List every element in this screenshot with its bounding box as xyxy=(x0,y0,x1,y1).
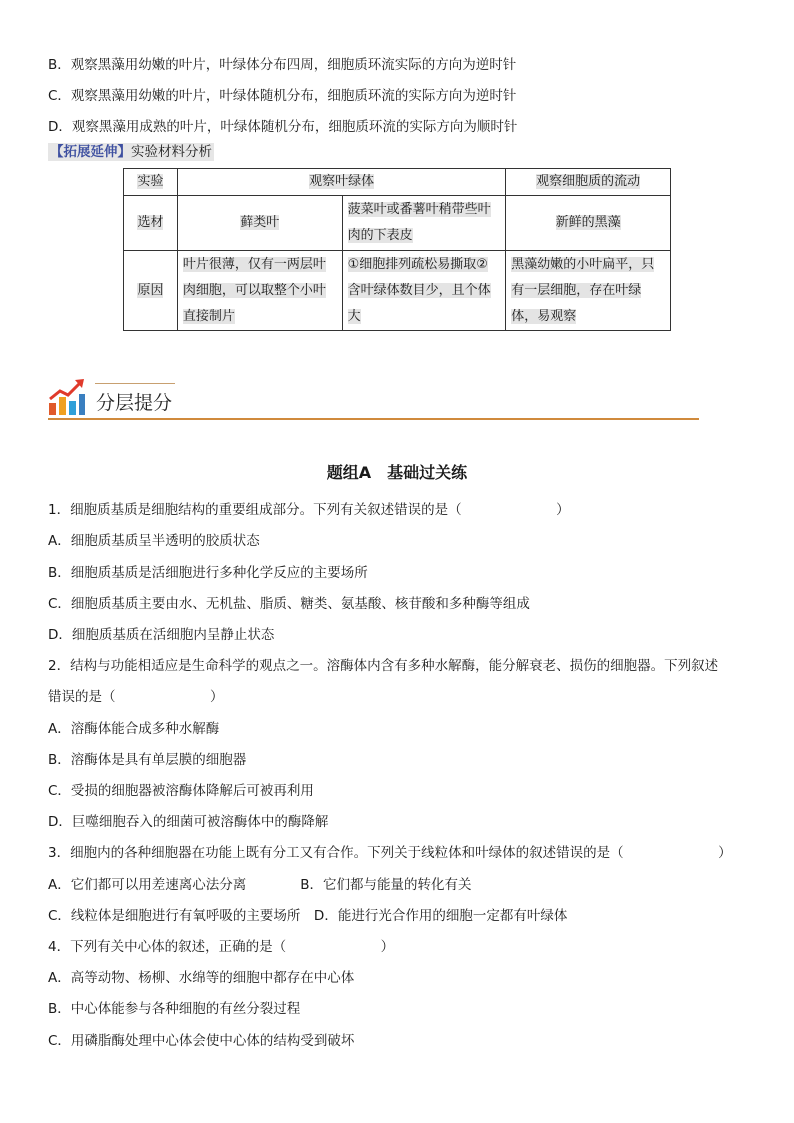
extension-text: 实验材料分析 xyxy=(131,144,212,160)
table-cell: 新鲜的黑藻 xyxy=(506,196,671,251)
option-line: C．受损的细胞器被溶酶体降解后可被再利用 xyxy=(48,783,314,799)
table-row xyxy=(124,251,671,331)
option-line: B．溶酶体是具有单层膜的细胞器 xyxy=(48,752,247,768)
question-line: 2．结构与功能相适应是生命科学的观点之一。溶酶体内含有多种水解酶，能分解衰老、损伤的细胞器。下列叙述 xyxy=(48,658,719,674)
option-line: B．细胞质基质是活细胞进行多种化学反应的主要场所 xyxy=(48,565,368,581)
question-line: 错误的是（ ） xyxy=(48,689,224,705)
table-row xyxy=(124,196,671,251)
section-rule-top xyxy=(95,383,175,384)
question-line: 1．细胞质基质是细胞结构的重要组成部分。下列有关叙述错误的是（ ） xyxy=(48,502,570,518)
question-line: 4．下列有关中心体的叙述，正确的是（ ） xyxy=(48,939,395,955)
table-cell: 藓类叶 xyxy=(177,196,342,251)
group-title: 题组A 基础过关练 xyxy=(326,463,468,482)
section-title: 分层提分 xyxy=(96,392,173,414)
table-cell: 原因 xyxy=(124,251,178,331)
option-line: A．溶酶体能合成多种水解酶 xyxy=(48,721,220,737)
option-line: D．巨噬细胞吞入的细菌可被溶酶体中的酶降解 xyxy=(48,814,329,830)
option-line: C．线粒体是细胞进行有氧呼吸的主要场所 D．能进行光合作用的细胞一定都有叶绿体 xyxy=(48,908,568,924)
option-line: C．观察黑藻用幼嫩的叶片，叶绿体随机分布，细胞质环流的实际方向为逆时针 xyxy=(48,88,517,104)
extension-bracket: 【拓展延伸】 xyxy=(50,144,131,160)
table-cell: 观察细胞质的流动 xyxy=(506,169,671,196)
table-cell: 选材 xyxy=(124,196,178,251)
option-line: B．中心体能参与各种细胞的有丝分裂过程 xyxy=(48,1001,301,1017)
table-header-row xyxy=(124,169,671,196)
option-line: A．细胞质基质呈半透明的胶质状态 xyxy=(48,533,260,549)
table-cell: 黑藻幼嫩的小叶扁平，只有一层细胞，存在叶绿体，易观察 xyxy=(506,251,671,331)
extension-label xyxy=(48,143,214,161)
bar-chart-icon xyxy=(48,377,86,417)
option-line: C．细胞质基质主要由水、无机盐、脂质、糖类、氨基酸、核苷酸和多种酶等组成 xyxy=(48,596,530,612)
option-line: B．观察黑藻用幼嫩的叶片，叶绿体分布四周，细胞质环流实际的方向为逆时针 xyxy=(48,57,517,73)
table-cell: 观察叶绿体 xyxy=(177,169,505,196)
table-cell: 叶片很薄，仅有一两层叶肉细胞，可以取整个小叶直接制片 xyxy=(177,251,342,331)
material-table xyxy=(123,168,671,331)
option-line: A．它们都可以用差速离心法分离 B．它们都与能量的转化有关 xyxy=(48,877,472,893)
table-cell: 菠菜叶或番薯叶稍带些叶肉的下表皮 xyxy=(342,196,506,251)
option-line: D．细胞质基质在活细胞内呈静止状态 xyxy=(48,627,275,643)
option-line: D．观察黑藻用成熟的叶片，叶绿体随机分布，细胞质环流的实际方向为顺时针 xyxy=(48,119,518,135)
section-rule xyxy=(48,418,699,420)
question-line: 3．细胞内的各种细胞器在功能上既有分工又有合作。下列关于线粒体和叶绿体的叙述错误的是（ ） xyxy=(48,845,732,861)
option-line: C．用磷脂酶处理中心体会使中心体的结构受到破坏 xyxy=(48,1033,355,1049)
table-cell: ①细胞排列疏松易撕取②含叶绿体数目少，且个体大 xyxy=(342,251,506,331)
table-cell: 实验 xyxy=(124,169,178,196)
option-line: A．高等动物、杨柳、水绵等的细胞中都存在中心体 xyxy=(48,970,355,986)
